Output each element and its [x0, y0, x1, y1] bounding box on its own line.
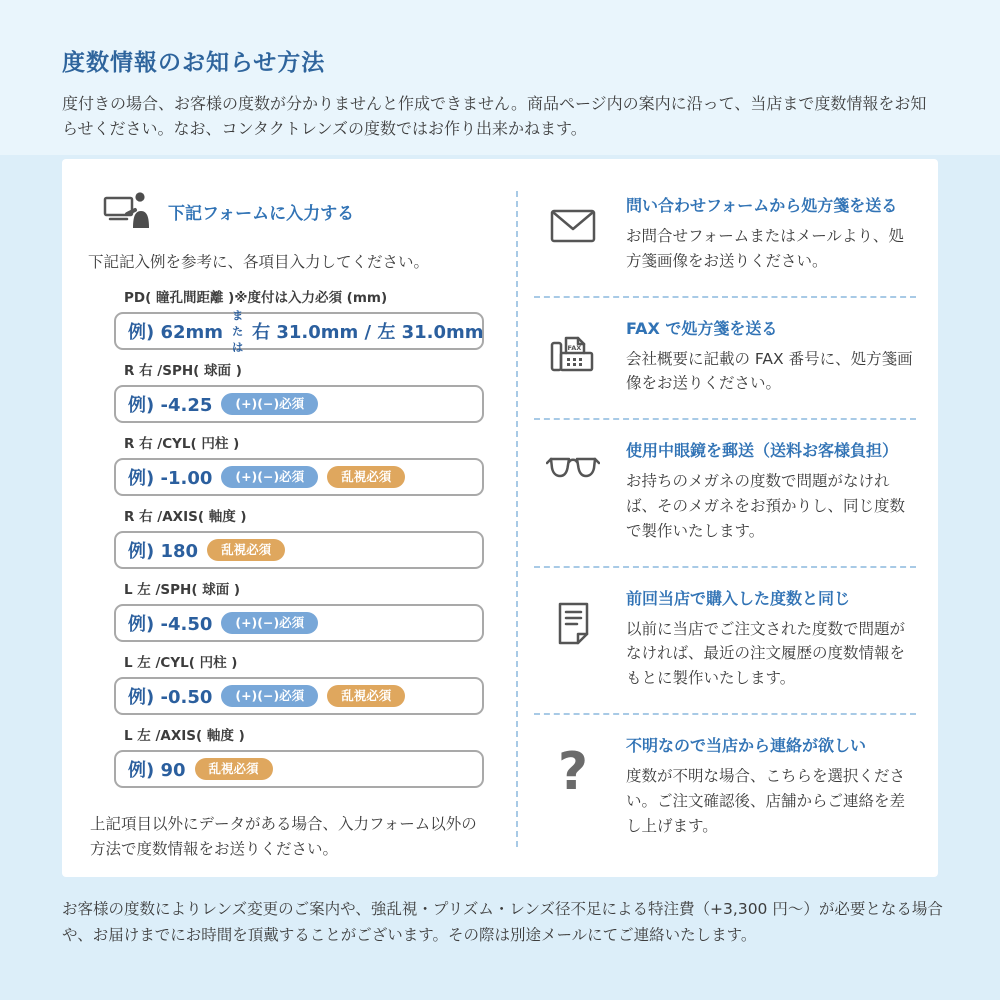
presenter-icon	[102, 189, 152, 229]
plus-minus-required-badge: (+)(−)必須	[221, 612, 318, 634]
field-label: R 右 /AXIS( 軸度 )	[124, 509, 247, 525]
method-title: 不明なので当店から連絡が欲しい	[626, 735, 867, 755]
field-label: PD( 瞳孔間距離 )※度付は入力必須 (mm)	[124, 290, 388, 306]
method-icon-cell	[534, 586, 612, 691]
method-item	[534, 715, 916, 860]
example-input-box	[114, 385, 484, 423]
example-input-box	[114, 458, 484, 496]
method-text	[626, 438, 916, 543]
method-title: FAX で処方箋を送る	[626, 318, 778, 338]
field-label: R 右 /CYL( 円柱 )	[124, 436, 240, 452]
form-row	[114, 651, 484, 715]
field-label: L 左 /CYL( 円柱 )	[124, 655, 238, 671]
example-input-box	[114, 677, 484, 715]
method-text	[626, 316, 916, 397]
astigmatism-required-badge: 乱視必須	[327, 466, 405, 488]
method-icon-cell	[534, 193, 612, 274]
document-icon	[553, 602, 593, 646]
form-row	[114, 432, 484, 496]
method-body: お持ちのメガネの度数で問題がなければ、そのメガネをお預かりし、同じ度数で製作いたします。	[626, 472, 906, 540]
example-value: 例) -1.00	[128, 468, 213, 489]
plus-minus-required-badge: (+)(−)必須	[221, 685, 318, 707]
form-section-title: 下記フォームに入力する	[168, 203, 355, 224]
form-row	[114, 359, 484, 423]
example-value: 例) -0.50	[128, 687, 213, 708]
method-title: 問い合わせフォームから処方箋を送る	[626, 196, 898, 215]
glasses-icon	[546, 454, 600, 480]
example-value-2: 右 31.0mm / 左 31.0mm	[252, 322, 484, 343]
astigmatism-required-badge: 乱視必須	[327, 685, 405, 707]
method-item	[534, 298, 916, 421]
page-footer-note: お客様の度数によりレンズ変更のご案内や、強乱視・プリズム・レンズ径不足による特注費（+3,300 円〜）が必要となる場合や、お届けまでにお時間を頂戴することがございます。その際は別途メールにてご連絡いたします。	[62, 900, 943, 944]
form-row	[114, 505, 484, 569]
example-value: 例) -4.50	[128, 614, 213, 635]
method-item	[534, 420, 916, 567]
method-item	[534, 568, 916, 715]
example-value: 例) 90	[128, 760, 186, 781]
svg-text:FAX: FAX	[567, 343, 582, 352]
method-icon-cell	[534, 316, 612, 397]
method-body: お問合せフォームまたはメールより、処方箋画像をお送りください。	[626, 227, 904, 270]
example-input-box	[114, 750, 484, 788]
page-intro: 度付きの場合、お客様の度数が分かりませんと作成できません。商品ページ内の案内に沿って、当店まで度数情報をお知らせください。なお、コンタクトレンズの度数ではお作り出来かねます。	[62, 94, 927, 138]
example-value: 例) 62mm	[128, 322, 224, 343]
form-row	[114, 724, 484, 788]
fax-icon	[550, 332, 596, 374]
plus-minus-required-badge: (+)(−)必須	[221, 393, 318, 415]
page-header	[0, 0, 1000, 142]
method-text	[626, 193, 916, 274]
plus-minus-required-badge: (+)(−)必須	[221, 466, 318, 488]
method-body: 度数が不明な場合、こちらを選択ください。ご注文確認後、店舗からご連絡を差し上げます。	[626, 766, 906, 835]
field-label: L 左 /SPH( 球面 )	[124, 582, 241, 598]
form-header	[88, 189, 488, 233]
method-body: 以前に当店でご注文された度数で問題がなければ、最近の注文履歴の度数情報をもとに製作いたします。	[626, 619, 906, 688]
form-column	[62, 159, 516, 877]
form-icon-holder	[102, 189, 152, 233]
astigmatism-required-badge: 乱視必須	[207, 539, 285, 561]
example-value: 例) -4.25	[128, 395, 213, 416]
example-connector: または	[232, 309, 244, 354]
main-panel	[0, 155, 1000, 1000]
field-label: R 右 /SPH( 球面 )	[124, 363, 242, 379]
field-label: L 左 /AXIS( 軸度 )	[124, 728, 245, 744]
method-body: 会社概要に記載の FAX 番号に、処方箋画像をお送りください。	[626, 349, 913, 393]
method-icon-cell	[534, 733, 612, 838]
form-row	[114, 286, 484, 354]
form-note: 上記項目以外にデータがある場合、入力フォーム以外の方法で度数情報をお送りください。	[90, 815, 477, 858]
method-text	[626, 733, 916, 838]
question-icon: ?	[557, 741, 589, 802]
method-icon-cell	[534, 438, 612, 543]
example-input-box	[114, 604, 484, 642]
method-item	[534, 163, 916, 298]
page-title: 度数情報のお知らせ方法	[62, 50, 326, 76]
method-text	[626, 586, 916, 691]
example-input-box	[114, 309, 484, 354]
content-card	[62, 159, 938, 877]
form-rows	[88, 286, 488, 788]
astigmatism-required-badge: 乱視必須	[195, 758, 273, 780]
example-value: 例) 180	[128, 541, 199, 562]
method-title: 前回当店で購入した度数と同じ	[626, 588, 851, 608]
methods-column	[518, 159, 938, 877]
form-instruction: 下記記入例を参考に、各項目入力してください。	[88, 253, 430, 271]
example-input-box	[114, 531, 484, 569]
mail-icon	[550, 209, 596, 243]
method-title: 使用中眼鏡を郵送（送料お客様負担）	[626, 441, 899, 461]
form-row	[114, 578, 484, 642]
